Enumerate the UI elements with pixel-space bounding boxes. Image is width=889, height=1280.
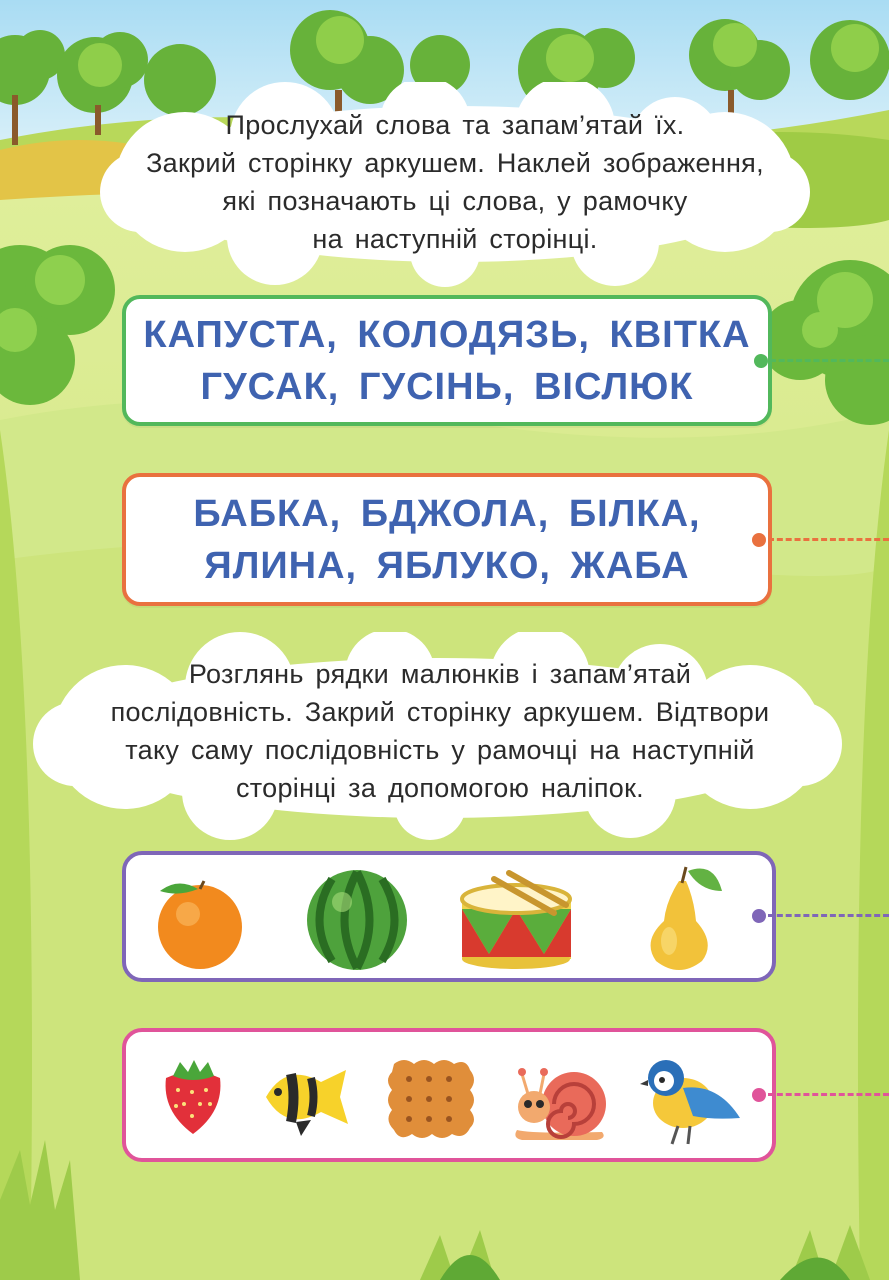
instruction-1-line-3: які позначають ці слова, у рамочку (222, 186, 688, 216)
instruction-2-line-4: сторінці за допомогою наліпок. (235, 773, 644, 803)
instruction-2-line-2: послідовність. Закрий сторінку аркушем. Відтвори (110, 697, 770, 727)
connector-dot-green (754, 354, 768, 368)
instruction-1-line-2: Закрий сторінку аркушем. Наклей зображення, (146, 148, 764, 178)
word-box-2-line-1: БАБКА, БДЖОЛА, БІЛКА, (193, 492, 701, 535)
picture-row-1 (122, 851, 776, 982)
word-box-orange (122, 473, 772, 606)
instruction-2-line-1: Розглянь рядки малюнків і запам’ятай (188, 659, 692, 689)
instruction-text-1 (110, 106, 800, 258)
cookie-icon (384, 1054, 479, 1140)
drum-icon (454, 869, 579, 969)
connector-dot-purple (752, 909, 766, 923)
instruction-1-line-1: Прослухай слова та запам’ятай їх. (225, 110, 685, 140)
connector-line-orange (768, 538, 889, 541)
word-box-1-line-1: КАПУСТА, КОЛОДЯЗЬ, КВІТКА (143, 313, 751, 356)
bird-icon (638, 1048, 743, 1148)
instruction-text-2 (40, 655, 840, 807)
snail-icon (512, 1052, 612, 1142)
watermelon-icon (302, 867, 412, 973)
connector-line-purple (768, 914, 889, 917)
picture-row-2 (122, 1028, 776, 1162)
fish-icon (256, 1052, 356, 1138)
connector-dot-pink (752, 1088, 766, 1102)
connector-dot-orange (752, 533, 766, 547)
connector-line-green (770, 359, 889, 362)
word-box-2-line-2: ЯЛИНА, ЯБЛУКО, ЖАБА (204, 544, 690, 587)
orange-icon (148, 869, 253, 969)
instruction-2-line-3: таку саму послідовність у рамочці на наступній (125, 735, 755, 765)
strawberry-icon (158, 1056, 228, 1136)
connector-line-pink (768, 1093, 889, 1096)
instruction-1-line-4: на наступній сторінці. (312, 224, 598, 254)
word-box-1-line-2: ГУСАК, ГУСІНЬ, ВІСЛЮК (200, 365, 694, 408)
pear-icon (634, 861, 729, 976)
word-box-green (122, 295, 772, 426)
